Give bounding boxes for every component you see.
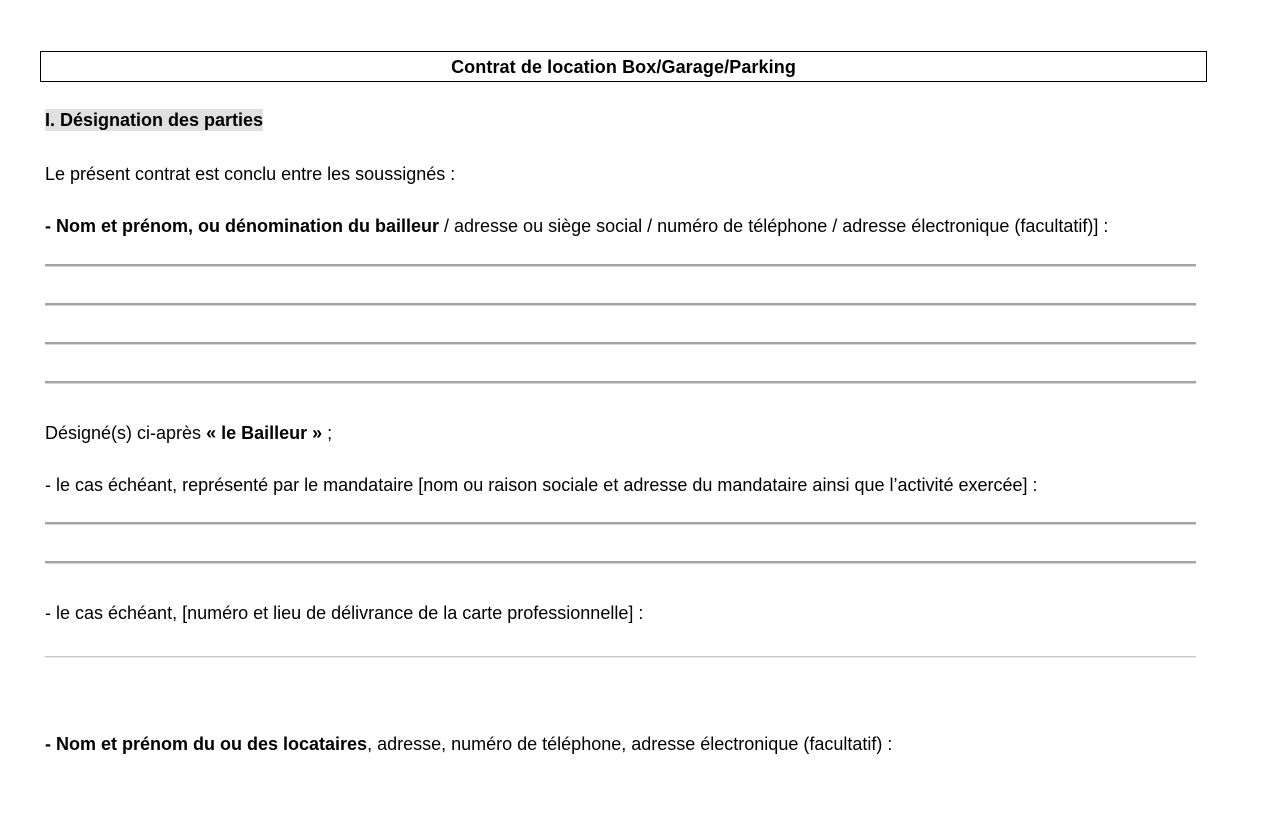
page-title: Contrat de location Box/Garage/Parking (451, 56, 796, 77)
fill-line[interactable] (45, 372, 1196, 411)
intro-paragraph: Le présent contrat est conclu entre les soussignés : (45, 164, 456, 184)
spacer (45, 194, 1196, 207)
bailleur-fill-lines (45, 255, 1196, 411)
mandataire-paragraph: - le cas échéant, représenté par le mandataire [nom ou raison sociale et adresse du mandataire ainsi que l’activité exercée] : (45, 475, 1038, 495)
fill-line[interactable] (45, 255, 1196, 294)
spacer (45, 505, 1196, 513)
spacer (45, 633, 1196, 647)
locataires-rest: , adresse, numéro de téléphone, adresse électronique (facultatif) : (367, 734, 893, 754)
fill-line[interactable] (45, 294, 1196, 333)
fill-line[interactable] (45, 333, 1196, 372)
bailleur-paragraph (45, 207, 1196, 246)
blank-paragraph (45, 686, 1196, 725)
bailleur-rest: / adresse ou siège social / numéro de téléphone / adresse électronique (facultatif)] : (439, 216, 1109, 236)
designation-suffix: ; (322, 423, 333, 443)
section-heading (45, 103, 1196, 138)
document-body (45, 103, 1196, 764)
spacer (45, 246, 1196, 255)
section-heading-text: I. Désignation des parties (45, 110, 264, 130)
mandataire-fill-lines (45, 513, 1196, 591)
carte-professionnelle-paragraph: - le cas échéant, [numéro et lieu de délivrance de la carte professionnelle] : (45, 603, 644, 623)
carte-professionnelle-fill-lines (45, 647, 1196, 686)
locataires-bold-lead: - Nom et prénom du ou des locataires (45, 734, 368, 754)
designation-paragraph (45, 414, 1196, 453)
spacer (45, 138, 1196, 155)
spacer (45, 453, 1196, 466)
fill-line[interactable] (45, 552, 1196, 591)
fill-line[interactable] (45, 647, 1196, 686)
locataires-paragraph (45, 725, 1196, 764)
designation-prefix: Désigné(s) ci-après (45, 423, 207, 443)
document-title-box (40, 51, 1207, 82)
designation-bold-term: « le Bailleur » (206, 423, 323, 443)
bailleur-bold-lead: - Nom et prénom, ou dénomination du bailleur (45, 216, 440, 236)
fill-line[interactable] (45, 513, 1196, 552)
